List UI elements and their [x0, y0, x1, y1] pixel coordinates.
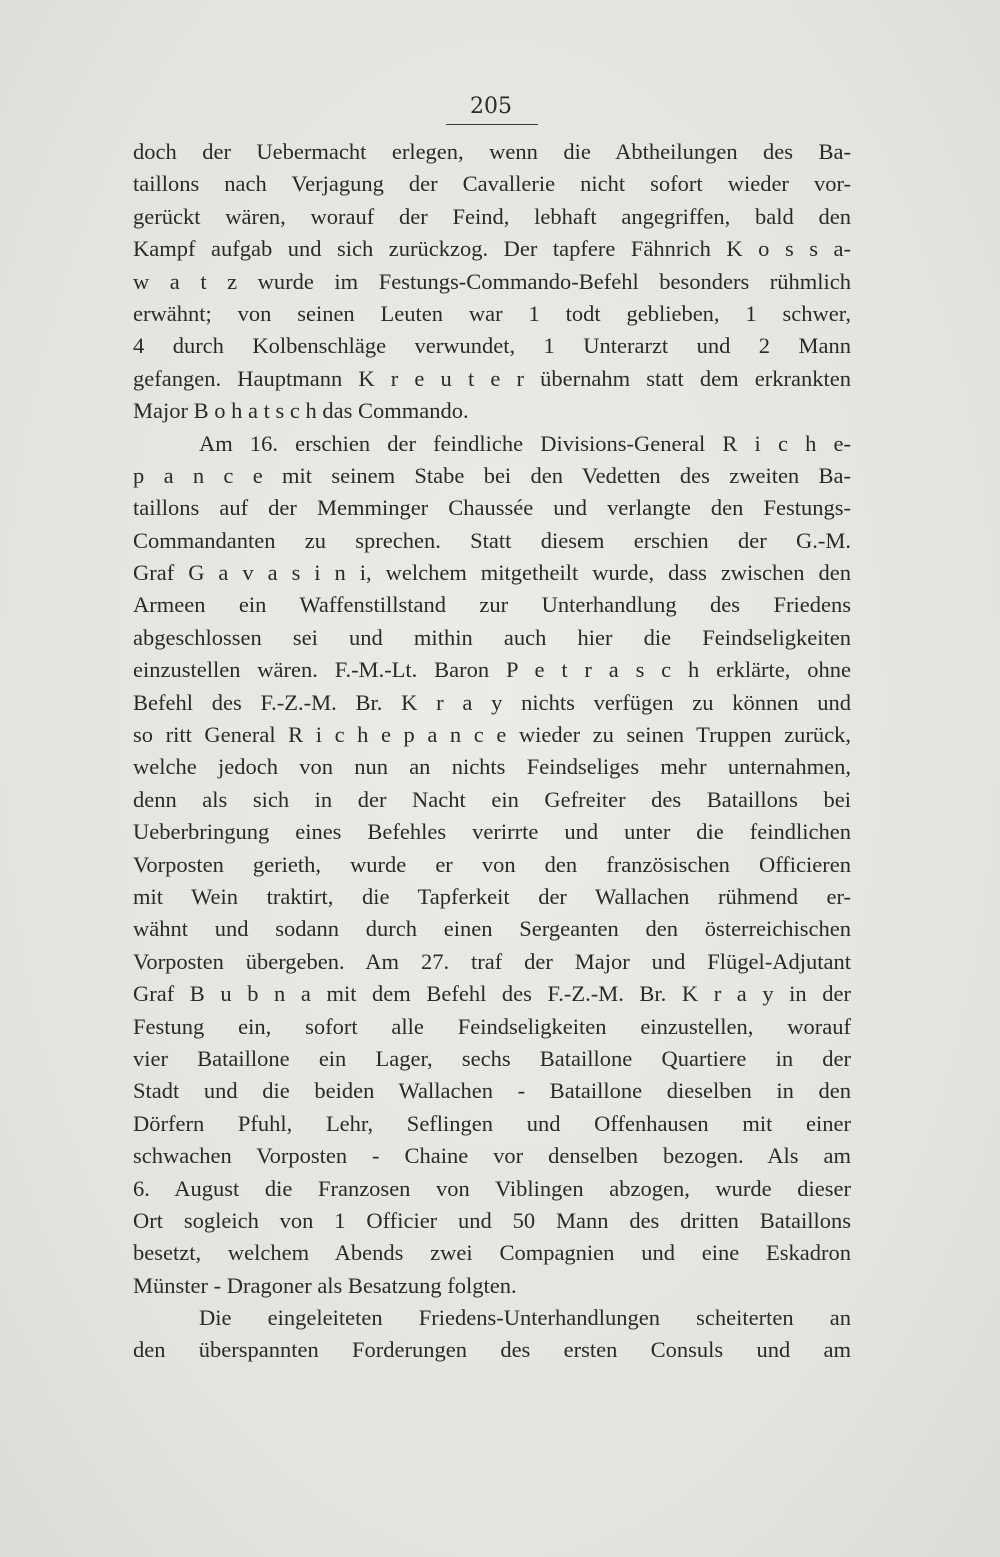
page-number: 205	[470, 94, 512, 119]
text-line: gefangen. Hauptmann K r e u t e r übernahm statt dem erkrankten	[133, 365, 851, 391]
text-line: abgeschlossen sei und mithin auch hier die Feindseligkeiten	[133, 624, 851, 650]
text-line: Ueberbringung eines Befehles verirrte und unter die feindlichen	[133, 819, 851, 845]
text-line: Am 16. erschien der feindliche Divisions-General R i c h e-	[199, 430, 851, 456]
body-text	[133, 136, 851, 1367]
text-line: Dörfern Pfuhl, Lehr, Seflingen und Offenhausen mit einer	[133, 1110, 851, 1136]
text-line: erwähnt; von seinen Leuten war 1 todt geblieben, 1 schwer,	[133, 300, 851, 326]
text-line: p a n c e mit seinem Stabe bei den Vedetten des zweiten Ba-	[133, 462, 851, 488]
text-line: Armeen ein Waffenstillstand zur Unterhandlung des Friedens	[133, 592, 851, 618]
text-line: Major B o h a t s c h das Commando.	[133, 398, 469, 424]
text-line: denn als sich in der Nacht ein Gefreiter des Bataillons bei	[133, 786, 851, 812]
text-line: taillons nach Verjagung der Cavallerie nicht sofort wieder vor-	[133, 171, 851, 197]
text-line: Münster - Dragoner als Besatzung folgten.	[133, 1272, 517, 1298]
page-number-rule	[446, 124, 538, 125]
text-line: welche jedoch von nun an nichts Feindseliges mehr unternahmen,	[133, 754, 851, 780]
text-line: doch der Uebermacht erlegen, wenn die Abtheilungen des Ba-	[133, 139, 851, 164]
text-line: Graf B u b n a mit dem Befehl des F.-Z.-M. Br. K r a y in der	[133, 981, 851, 1007]
text-line: Stadt und die beiden Wallachen - Bataillone dieselben in den	[133, 1078, 851, 1104]
text-line: Festung ein, sofort alle Feindseligkeiten einzustellen, worauf	[133, 1013, 851, 1039]
text-line: den überspannten Forderungen des ersten Consuls und am	[133, 1337, 851, 1363]
text-line: Graf G a v a s i n i, welchem mitgetheilt wurde, dass zwischen den	[133, 560, 851, 586]
text-line: besetzt, welchem Abends zwei Compagnien und eine Eskadron	[133, 1240, 851, 1266]
text-line: Commandanten zu sprechen. Statt diesem erschien der G.-M.	[133, 527, 851, 553]
text-line: Die eingeleiteten Friedens-Unterhandlungen scheiterten an	[199, 1305, 851, 1331]
text-line: 4 durch Kolbenschläge verwundet, 1 Unterarzt und 2 Mann	[133, 333, 851, 359]
text-line: Befehl des F.-Z.-M. Br. K r a y nichts verfügen zu können und	[133, 689, 851, 715]
text-line: gerückt wären, worauf der Feind, lebhaft angegriffen, bald den	[133, 203, 851, 229]
text-line: taillons auf der Memminger Chaussée und verlangte den Festungs-	[133, 495, 851, 521]
text-line: Vorposten gerieth, wurde er von den französischen Officieren	[133, 851, 851, 877]
text-line: w a t z wurde im Festungs-Commando-Befehl besonders rühmlich	[133, 268, 851, 294]
text-line: mit Wein traktirt, die Tapferkeit der Wallachen rühmend er-	[133, 883, 851, 909]
text-line: schwachen Vorposten - Chaine vor denselben bezogen. Als am	[133, 1143, 851, 1169]
text-line: Vorposten übergeben. Am 27. traf der Major und Flügel-Adjutant	[133, 948, 851, 974]
text-line: vier Bataillone ein Lager, sechs Bataillone Quartiere in der	[133, 1045, 851, 1071]
text-line: wähnt und sodann durch einen Sergeanten den österreichischen	[133, 916, 851, 942]
text-line: so ritt General R i c h e p a n c e wieder zu seinen Truppen zurück,	[133, 722, 851, 748]
text-line: Ort sogleich von 1 Officier und 50 Mann des dritten Bataillons	[133, 1207, 851, 1233]
text-line: 6. August die Franzosen von Viblingen abzogen, wurde dieser	[133, 1175, 851, 1201]
text-line: Kampf aufgab und sich zurückzog. Der tapfere Fähnrich K o s s a-	[133, 236, 851, 262]
text-line: einzustellen wären. F.-M.-Lt. Baron P e t r a s c h erklärte, ohne	[133, 657, 851, 683]
